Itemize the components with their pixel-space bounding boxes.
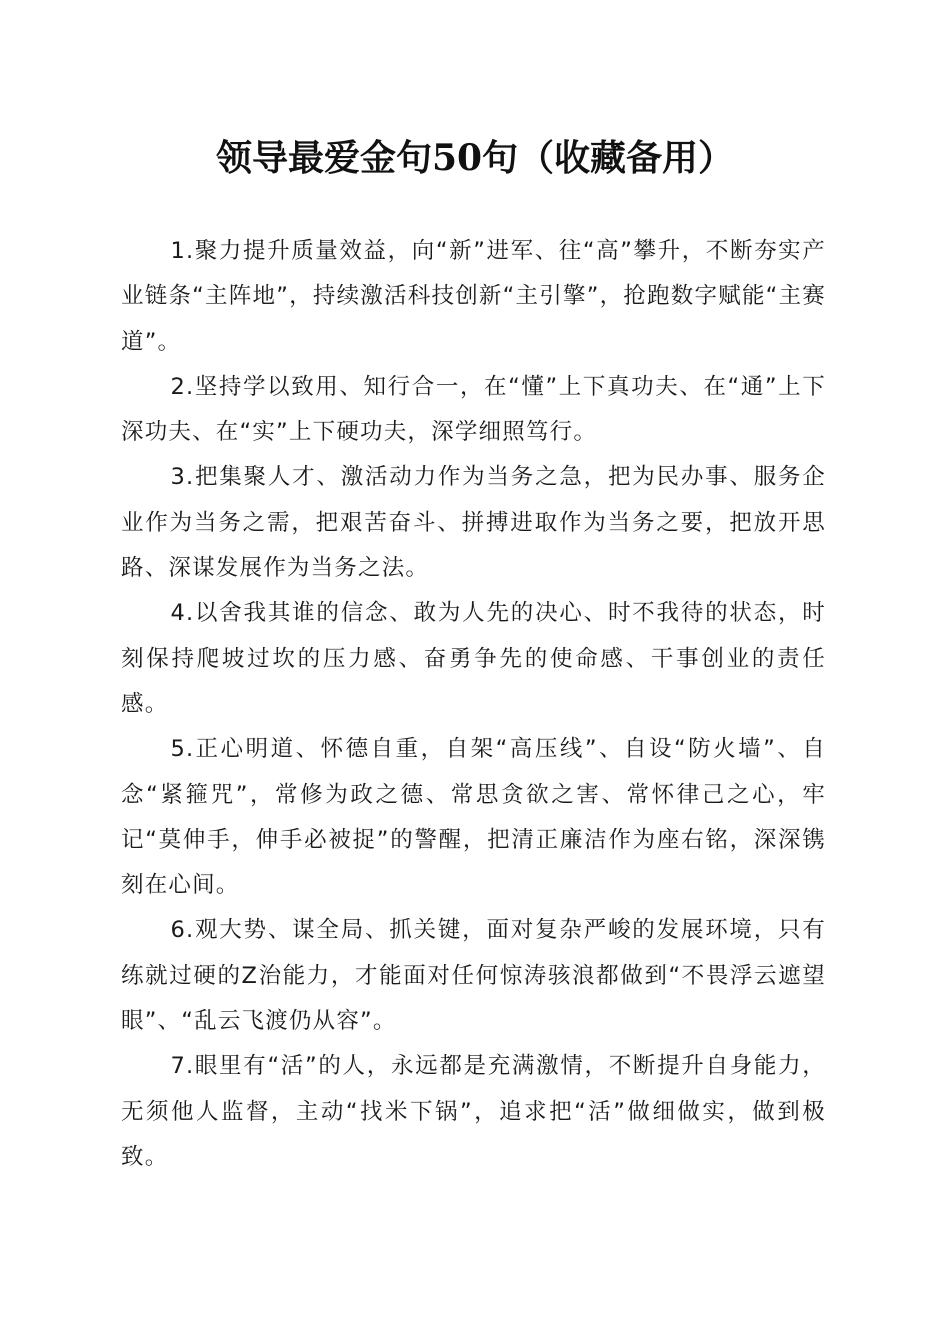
paragraph-3: 3.把集聚人才、激活动力作为当务之急，把为民办事、服务企业作为当务之需，把艰苦奋斗、拼搏进取作为当务之要，把放开思路、深谋发展作为当务之法。 [121,464,826,582]
document-body [121,229,826,1180]
document-title: 领导最爱金句50句（收藏备用） [215,137,735,179]
paragraph-1: 1.聚力提升质量效益，向“新”进军、往“高”攀升，不断夯实产业链条“主阵地”，持续激活科技创新“主引擎”，抢跑数字赋能“主赛道”。 [121,238,826,355]
paragraph-4: 4.以舍我其谁的信念、敢为人先的决心、时不我待的状态，时刻保持爬坡过坎的压力感、奋勇争先的使命感、干事创业的责任感。 [121,600,826,717]
paragraph-7: 7.眼里有“活”的人，永远都是充满激情，不断提升自身能力，无须他人监督，主动“找米下锅”，追求把“活”做细做实，做到极致。 [121,1053,826,1170]
paragraph-5: 5.正心明道、怀德自重，自架“高压线”、自设“防火墙”、自念“紧箍咒”，常修为政之德、常思贪欲之害、常怀律己之心，牢记“莫伸手，伸手必被捉”的警醒，把清正廉洁作为座右铭，深深镌刻在心间。 [121,736,826,899]
paragraph-2: 2.坚持学以致用、知行合一，在“懂”上下真功夫、在“通”上下深功夫、在“实”上下硬功夫，深学细照笃行。 [121,373,826,446]
paragraph-6: 6.观大势、谋全局、抓关键，面对复杂严峻的发展环境，只有练就过硬的Z治能力，才能面对任何惊涛骇浪都做到“不畏浮云遮望眼”、“乱云飞渡仍从容”。 [121,917,826,1035]
